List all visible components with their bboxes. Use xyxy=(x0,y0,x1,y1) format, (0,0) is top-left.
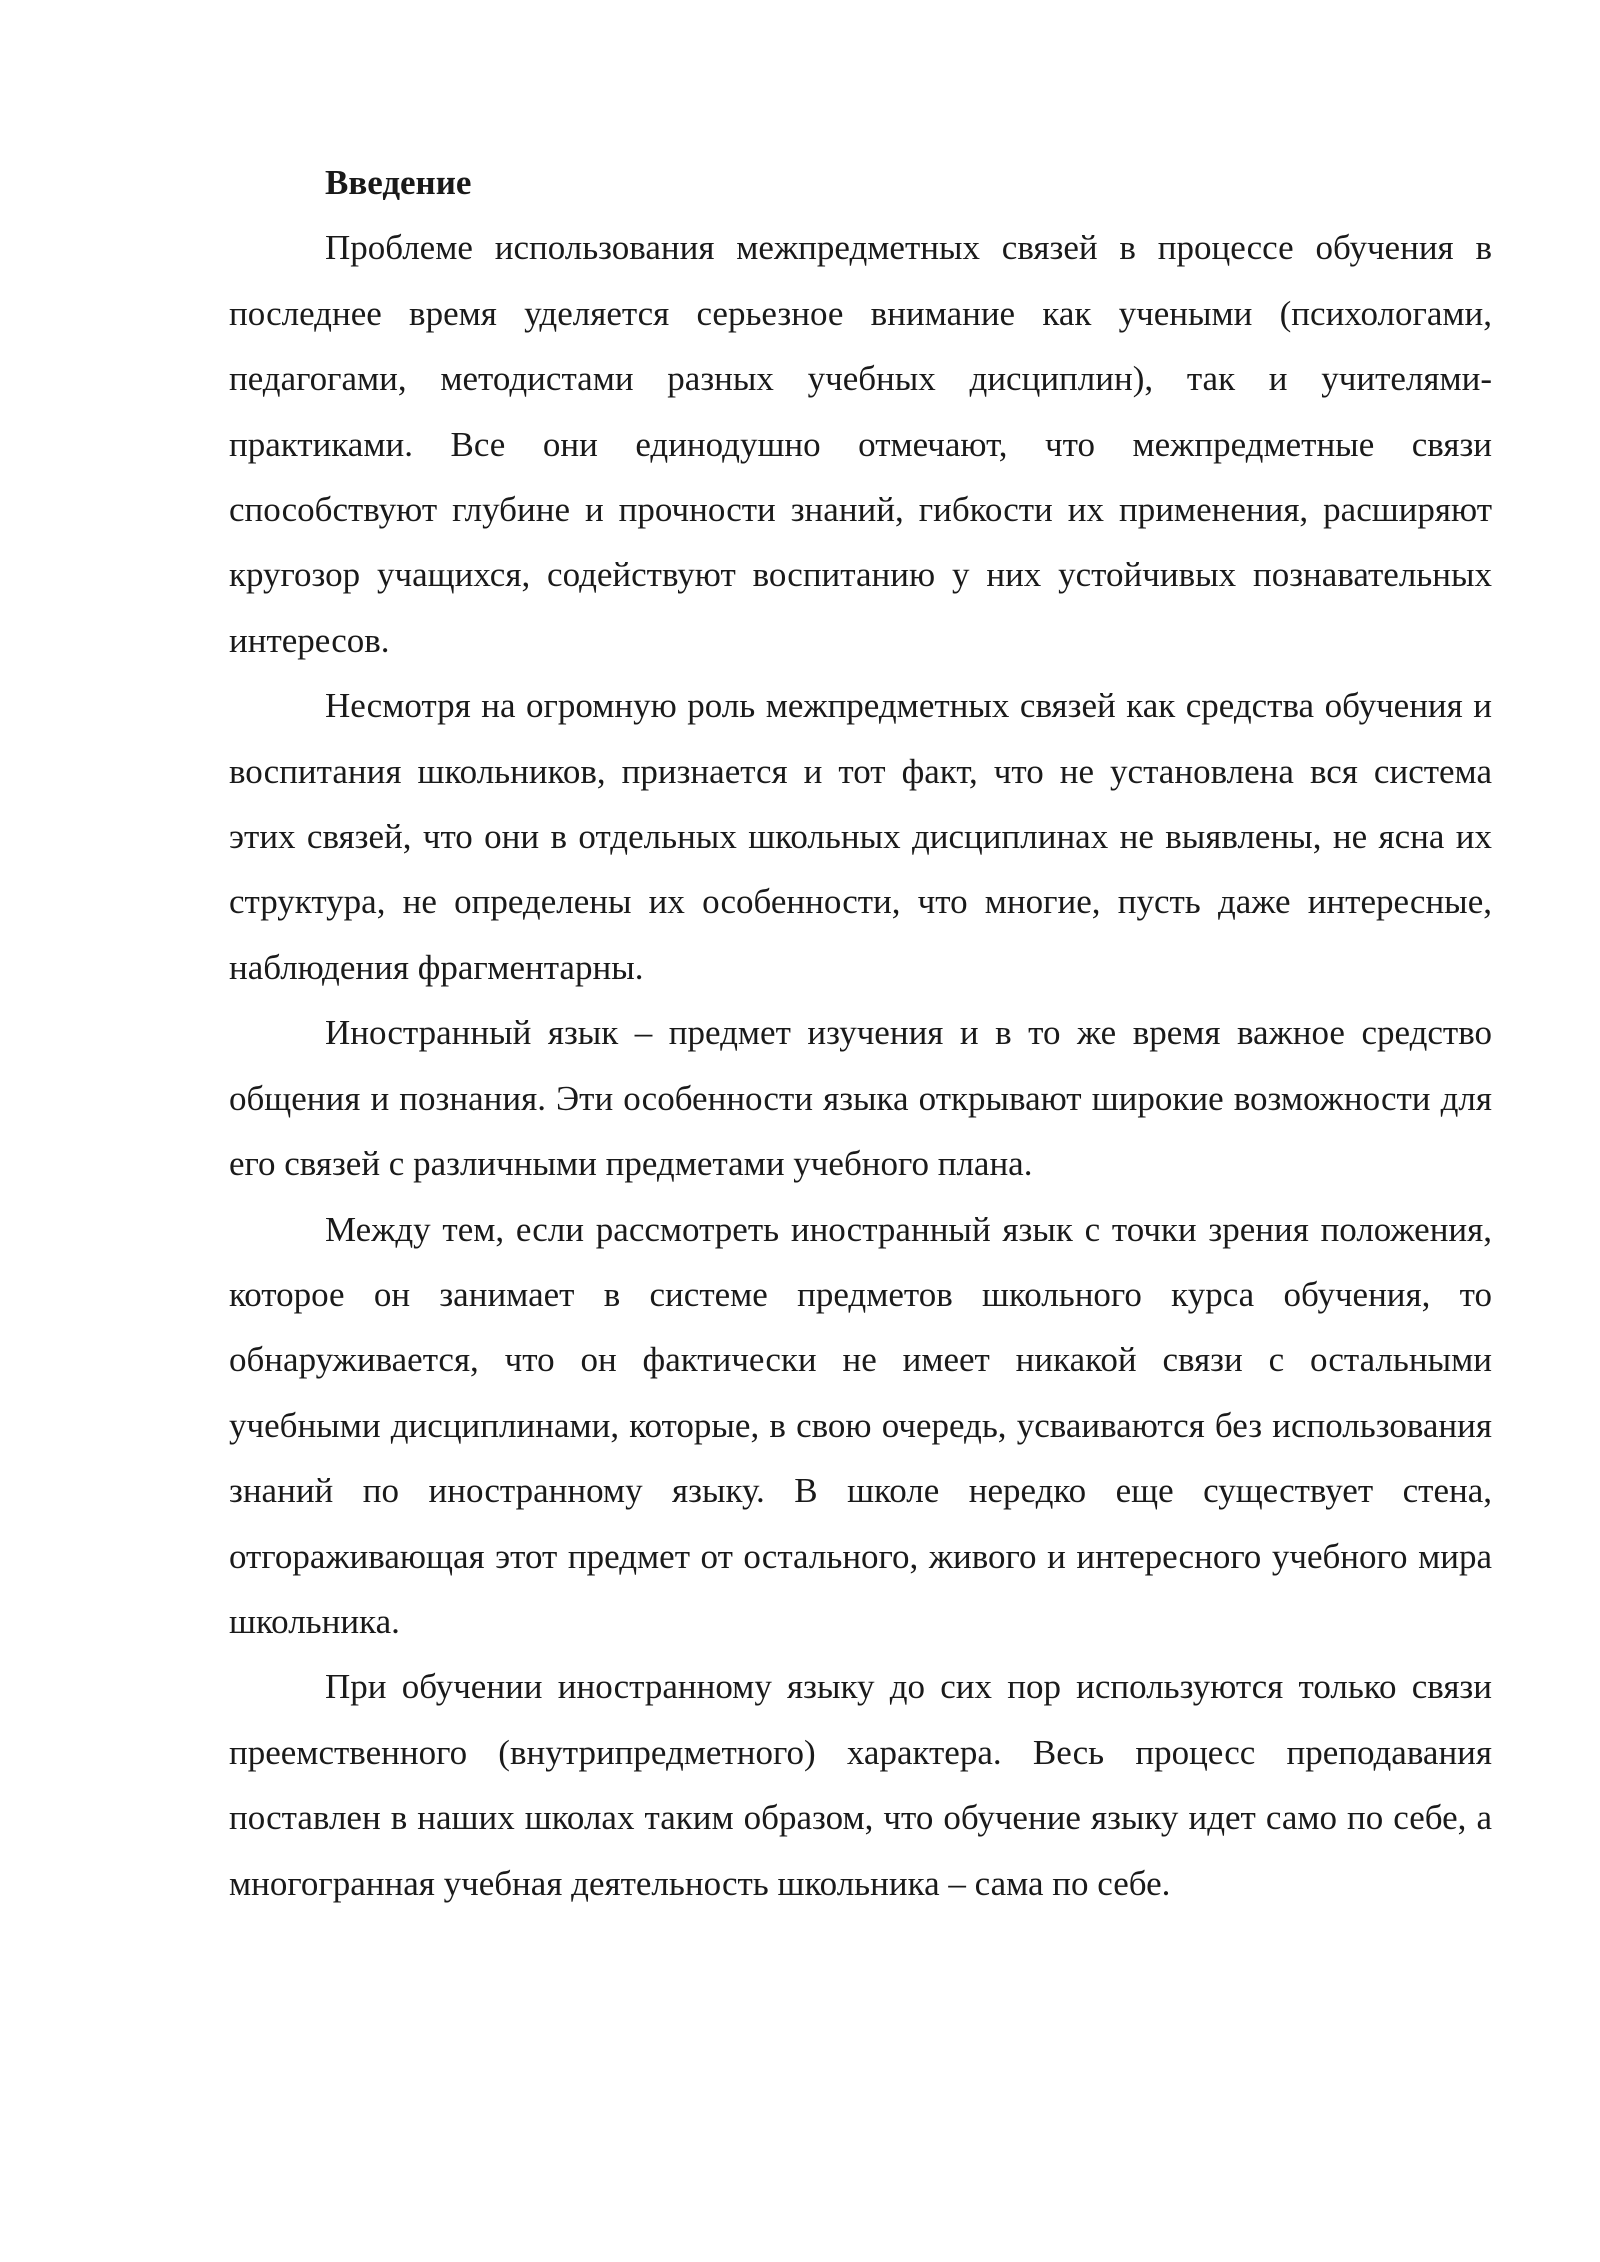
paragraph-5: При обучении иностранному языку до сих пор используются только связи преемственного (внутрипредметного) характера. Весь процесс преподавания поставлен в наших школах таким образом, что обучение языку идет само по себе, а многогранная учебная деятельность школьника – сама по себе. xyxy=(229,1667,1492,1903)
paragraph-3: Иностранный язык – предмет изучения и в то же время важное средство общения и познания. Эти особенности языка открывают широкие возможности для его связей с различными предметами учебного плана. xyxy=(229,1013,1492,1184)
document-body xyxy=(229,150,1492,1916)
paragraph-4: Между тем, если рассмотреть иностранный язык с точки зрения положения, которое он занимает в системе предметов школьного курса обучения, то обнаруживается, что он фактически не имеет никакой связи с остальными учебными дисциплинами, которые, в свою очередь, усваиваются без использования знаний по иностранному языку. В школе нередко еще существует стена, отгораживающая этот предмет от остального, живого и интересного учебного мира школьника. xyxy=(229,1209,1492,1641)
paragraph-1: Проблеме использования межпредметных связей в процессе обучения в последнее время уделяется серьезное внимание как учеными (психологами, педагогами, методистами разных учебных дисциплин), так и учителями-практиками. Все они единодушно отмечают, что межпредметные связи способствуют глубине и прочности знаний, гибкости их применения, расширяют кругозор учащихся, содействуют воспитанию у них устойчивых познавательных интересов. xyxy=(229,228,1492,660)
paragraph-2: Несмотря на огромную роль межпредметных связей как средства обучения и воспитания школьников, признается и тот факт, что не установлена вся система этих связей, что они в отдельных школьных дисциплинах не выявлены, не ясна их структура, не определены их особенности, что многие, пусть даже интересные, наблюдения фрагментарны. xyxy=(229,686,1492,987)
section-heading: Введение xyxy=(325,163,472,202)
